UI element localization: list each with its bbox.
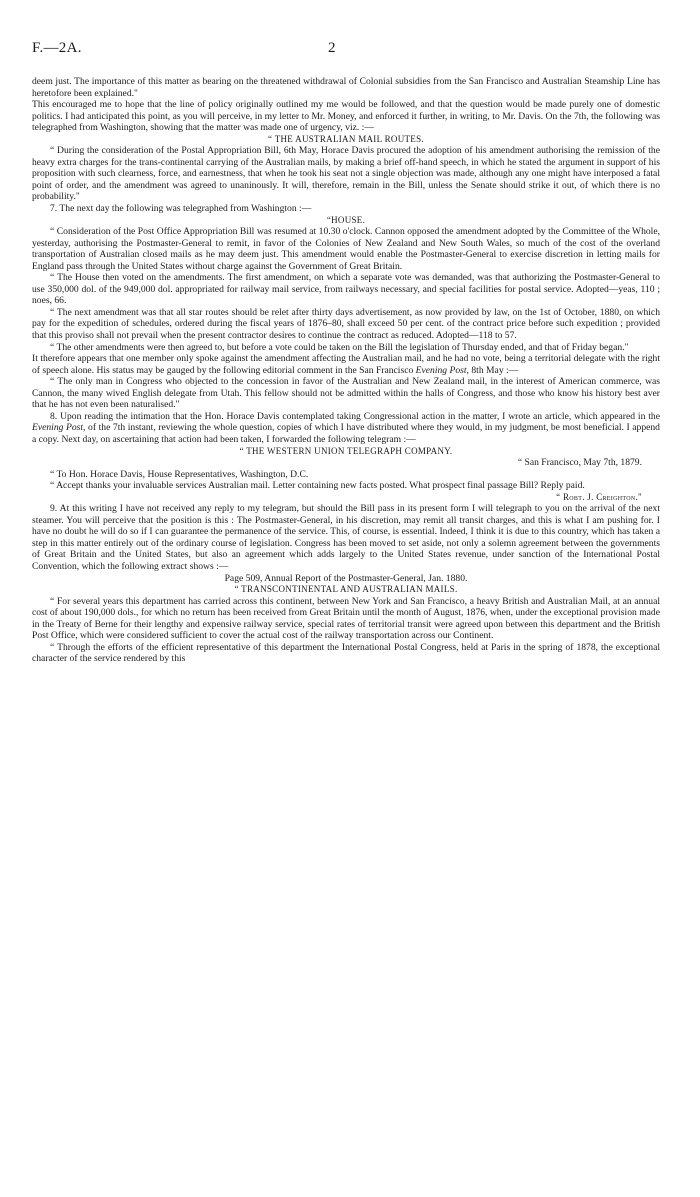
paragraph: “ The next amendment was that all star routes should be relet after thirty days advertisement, as now provided by law, on the 1st of October, 1880, on which pay for the expedition of schedules, ordered during the fiscal years of 1876–80, shall exceed 50 per cent. of the contract price before such expedition ; provided that this proviso shall not prevail when the present contractor desires to continue the contract as reduced. Adopted—118 to 57. xyxy=(32,306,660,342)
document-body xyxy=(32,76,660,665)
newspaper-title: Evening Post, xyxy=(32,422,86,434)
paragraph: 9. At this writing I have not received any reply to my telegram, but should the Bill pass in its present form I will telegraph to you on the arrival of the next steamer. You will perceive that the position is this : The Postmaster-General, in his discretion, may remit all transit charges, and this is what I am pushing for. I have no doubt he will do so if I can guarantee the permanence of the service. This, of course, is essential. Indeed, I think it is due to this country, which has taken a step in this matter entirely out of the ordinary course of legislation. Congress has been moved to set aside, not only a solemn agreement between the governments of Great Britain and the United States, but also an agreement which adds largely to the United States revenue, under sanction of the International Postal Convention, which the following extract shows :— xyxy=(32,503,660,572)
section-heading: “ THE WESTERN UNION TELEGRAPH COMPANY. xyxy=(239,445,453,456)
paragraph xyxy=(32,353,660,376)
section-heading: “HOUSE. xyxy=(326,214,366,225)
text-run: of the 7th instant, reviewing the whole question, copies of which I have distributed where they would, in my judgment, be most beneficial. I append a copy. Next day, on ascertaining that action had been taken, I forwarded the following telegram :— xyxy=(32,422,660,445)
paragraph: 7. The next day the following was telegraphed from Washington :— xyxy=(50,203,312,215)
text-run: 8th May :— xyxy=(468,364,519,376)
quotation: “ For several years this department has carried across this continent, between New York and San Francisco, a heavy British and Australian Mail, at an annual cost of about 190,000 dols., for which no return has been received from Great Britain until the month of August, 1876, when, under the exceptional provision made in the Treaty of Berne for their lengthy and expensive railway service, special rates of territorial transit were agreed upon between this department and the British Post Office, which were considered sufficient to cover the actual cost of the railway transportation across our Continent. xyxy=(32,595,660,642)
newspaper-title: Evening Post, xyxy=(415,364,469,376)
section-heading: “ TRANSCONTINENTAL AND AUSTRALIAN MAILS. xyxy=(234,584,458,595)
quotation: “ The only man in Congress who objected to the concession in favor of the Australian and New Zealand mail, in the interest of American commerce, was Cannon, the many wived English delegate from Utah. This fellow should not be admitted within the halls of Congress, and those who know his history best aver that he has not even been naturalised." xyxy=(32,376,660,411)
paragraph xyxy=(32,411,660,446)
page-number: 2 xyxy=(328,40,336,56)
paragraph: “ Consideration of the Post Office Appropriation Bill was resumed at 10.30 o'clock. Cannon opposed the amendment adopted by the Committee of the Whole, yesterday, authorising the Postmaster-General to remit, in favor of the Colonies of New Zealand and New South Wales, so much of the cost of the overland transportation of Australian closed mails as he may deem just. This amendment would enable the Postmaster-General to exercise discretion in letting mails for England pass through the United States without charge against the Government of Great Britain. xyxy=(32,226,660,272)
paragraph: “ During the consideration of the Postal Appropriation Bill, 6th May, Horace Davis procured the adoption of his amendment authorising the remission of the heavy extra charges for the trans-continental carrying of the Australian mails, by making a brief off-hand speech, in which he stated the argument in support of his proposition with such clearness, force, and earnestness, that when he took his seat not a single objection was made, although any one might have interposed a fatal point of order, and the amendment was agreed to unaninously. It will, therefore, remain in the Bill, unless the Senate should strike it out, of which there is no probability." xyxy=(32,145,660,203)
telegram-body: “ Accept thanks your invaluable services Australian mail. Letter containing new facts posted. What prospect final passage Bill? Reply paid. xyxy=(50,480,585,492)
document-reference: F.—2A. xyxy=(32,40,82,56)
page-header xyxy=(32,40,656,62)
text-run: 8. Upon reading the intimation that the Hon. Horace Davis contemplated taking Congressional action in the matter, I wrote an article, which appeared in the xyxy=(50,410,660,422)
telegram-address: “ To Hon. Horace Davis, House Representatives, Washington, D.C. xyxy=(50,468,309,480)
paragraph: “ The other amendments were then agreed to, but before a vote could be taken on the Bill the legislation of Thursday ended, and that of Friday began." xyxy=(50,341,629,353)
text-run: It therefore appears that one member only spoke against the amendment affecting the Australian mail, and he had no vote, being a territorial delegate with the right of speech alone. His status may be gauged by the following editorial comment in the San Francisco xyxy=(32,353,660,376)
telegram-dateline: “ San Francisco, May 7th, 1879. xyxy=(517,457,642,469)
paragraph: “ The House then voted on the amendments. The first amendment, on which a separate vote was demanded, was that authorizing the Postmaster-General to use 350,000 dol. of the 949,000 dol. appropriated for railway mail service, from railways necessary, and special facilities for postal service. Adopted—yeas, 110 ; noes, 66. xyxy=(32,272,660,307)
paragraph: deem just. The importance of this matter as bearing on the threatened withdrawal of Colonial subsidies from the San Francisco and Australian Steamship Line has heretofore been explained." xyxy=(32,76,660,99)
quotation: “ Through the efforts of the efficient representative of this department the International Postal Congress, held at Paris in the spring of 1878, the exceptional character of the service rendered by this xyxy=(32,641,660,665)
section-heading: “ THE AUSTRALIAN MAIL ROUTES. xyxy=(268,133,424,144)
paragraph: This encouraged me to hope that the line of policy originally outlined my me would be followed, and that the question would be made purely one of domestic politics. I had anticipated this point, as you will perceive, in my letter to Mr. Money, and enforced it further, in writing, to Mr. Davis. On the 7th, the following was telegraphed from Washington, showing that the matter was made one of urgency, viz. :— xyxy=(32,99,660,134)
report-reference: Page 509, Annual Report of the Postmaster-General, Jan. 1880. xyxy=(224,572,468,584)
telegram-signature: “ Robt. J. Creighton." xyxy=(556,491,642,502)
